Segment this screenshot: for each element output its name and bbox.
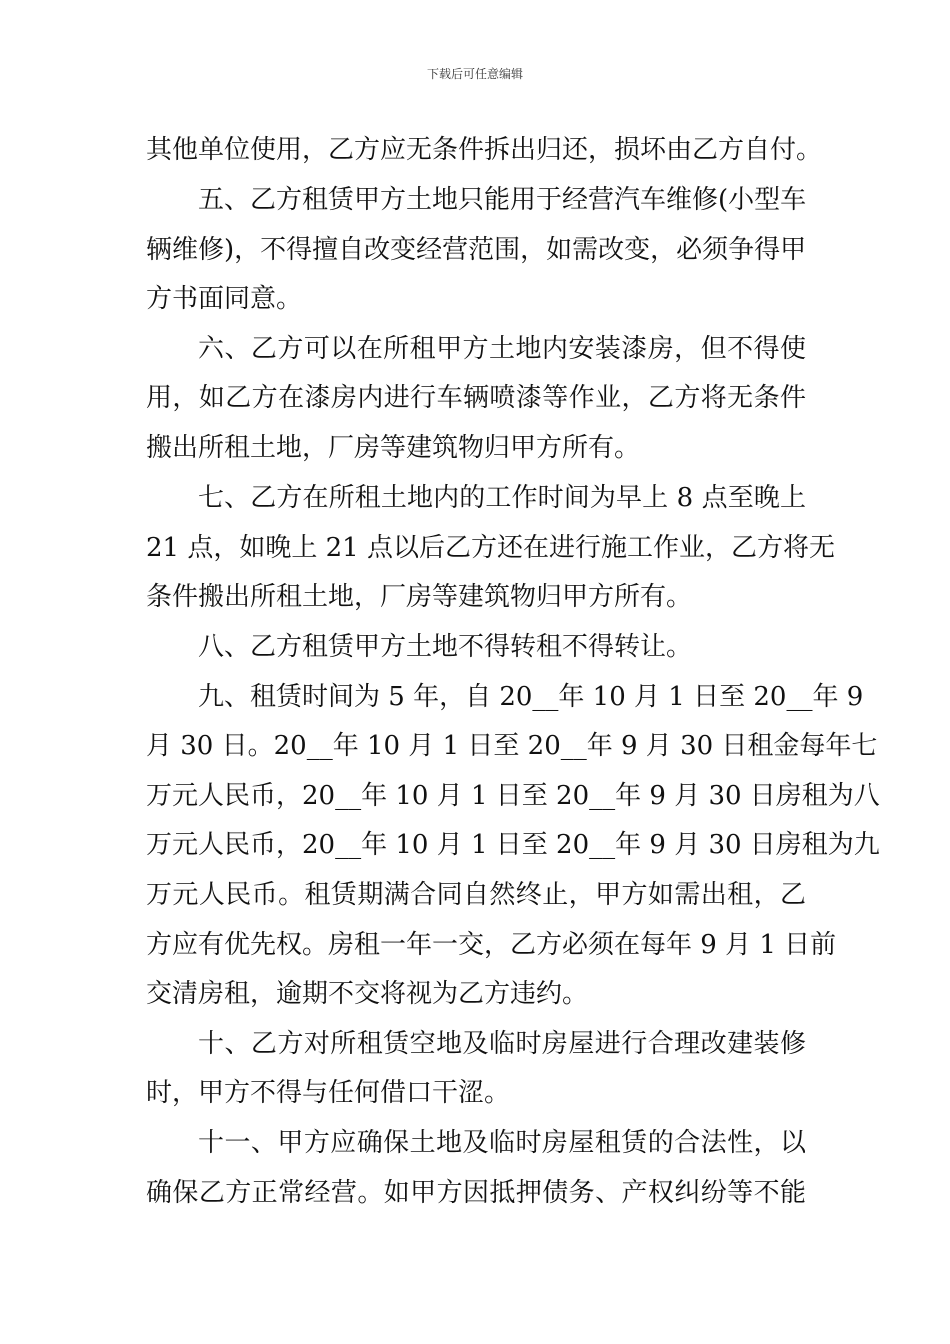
text-line: 用，如乙方在漆房内进行车辆喷漆等作业，乙方将无条件 (146, 383, 806, 413)
text-line: 时，甲方不得与任何借口干涩。 (146, 1078, 511, 1108)
text-line: 六、乙方可以在所租甲方土地内安装漆房，但不得使 (198, 334, 806, 364)
text-line: 确保乙方正常经营。如甲方因抵押债务、产权纠纷等不能 (146, 1178, 806, 1208)
text-line: 条件搬出所租土地，厂房等建筑物归甲方所有。 (146, 582, 693, 612)
text-line: 方书面同意。 (146, 284, 303, 314)
text-line: 七、乙方在所租土地内的工作时间为早上 8 点至晚上 (198, 483, 806, 513)
text-line: 万元人民币。租赁期满合同自然终止，甲方如需出租，乙 (146, 880, 806, 910)
text-line: 其他单位使用，乙方应无条件拆出归还，损坏由乙方自付。 (146, 135, 823, 165)
text-line: 万元人民币，20__年 10 月 1 日至 20__年 9 月 30 日房租为八 (146, 781, 880, 811)
text-line: 十一、甲方应确保土地及临时房屋租赁的合法性，以 (198, 1128, 806, 1158)
text-line: 月 30 日。20__年 10 月 1 日至 20__年 9 月 30 日租金每年七 (146, 731, 878, 761)
text-line: 21 点，如晚上 21 点以后乙方还在进行施工作业，乙方将无 (146, 533, 835, 563)
text-line: 万元人民币，20__年 10 月 1 日至 20__年 9 月 30 日房租为九 (146, 830, 880, 860)
text-line: 方应有优先权。房租一年一交，乙方必须在每年 9 月 1 日前 (146, 930, 837, 960)
page-header: 下载后可任意编辑 (426, 67, 523, 81)
text-line: 搬出所租土地，厂房等建筑物归甲方所有。 (146, 433, 641, 463)
text-line: 交清房租，逾期不交将视为乙方违约。 (146, 979, 589, 1009)
text-line: 五、乙方租赁甲方土地只能用于经营汽车维修(小型车 (198, 185, 807, 215)
text-line: 十、乙方对所租赁空地及临时房屋进行合理改建装修 (198, 1029, 806, 1059)
text-line: 辆维修)，不得擅自改变经营范围，如需改变，必须争得甲 (146, 235, 807, 265)
text-line: 八、乙方租赁甲方土地不得转租不得转让。 (198, 632, 693, 662)
text-line: 九、租赁时间为 5 年，自 20__年 10 月 1 日至 20__年 9 (198, 682, 864, 712)
